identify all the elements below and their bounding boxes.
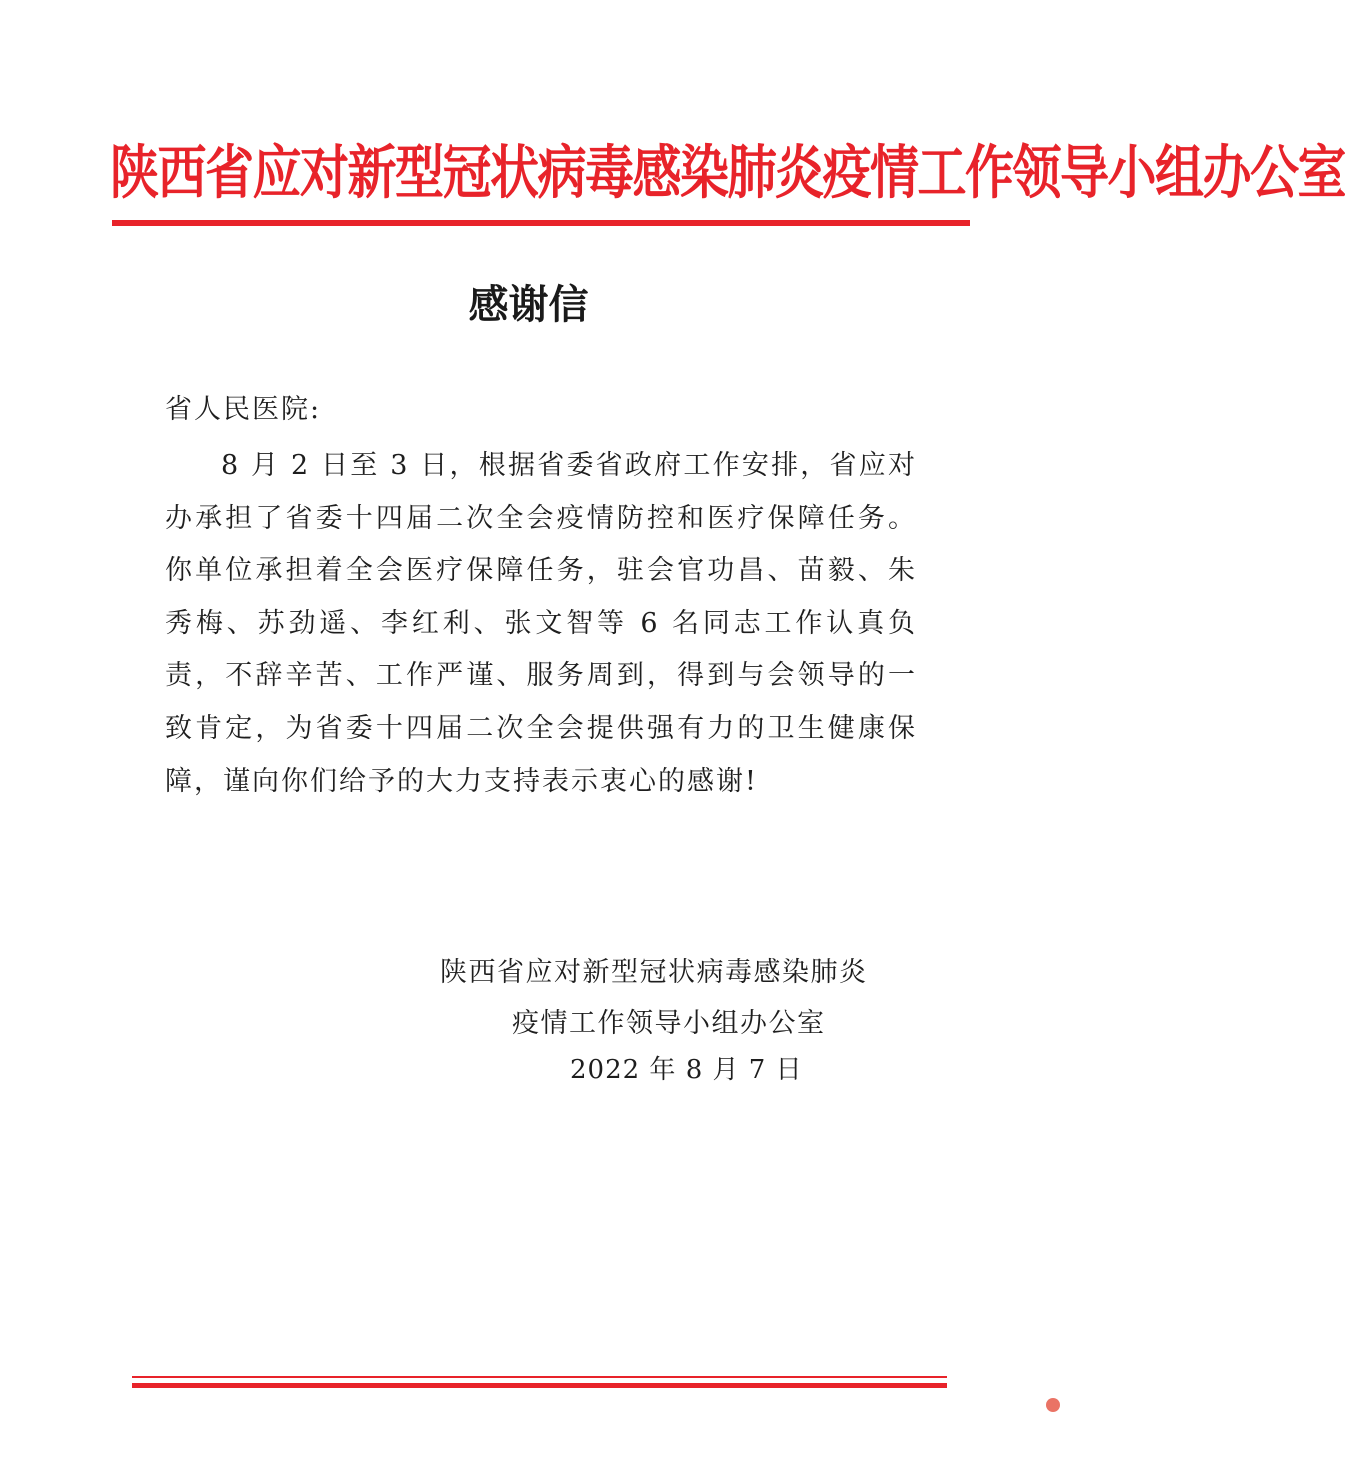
letter-body: 8 月 2 日至 3 日，根据省委省政府工作安排，省应对办承担了省委十四届二次全会疫情防控和医疗保障任务。你单位承担着全会医疗保障任务，驻会官功昌、苗毅、朱秀梅、苏劲遥、李红利、张文智等 6 名同志工作认真负责，不辞辛苦、工作严谨、服务周到，得到与会领导的一致肯定，为省委十四届二次全会提供强有力的卫生健康保障，谨向你们给予的大力支持表示衷心的感谢! [165, 450, 917, 797]
signature-block [440, 947, 920, 1049]
letter-title: 感谢信 [468, 281, 589, 328]
seal-edge-mark-icon [1046, 1398, 1060, 1412]
header-red-rule [112, 220, 970, 226]
signature-org-line-1: 陕西省应对新型冠状病毒感染肺炎 [440, 957, 868, 988]
signature-org-line-2: 疫情工作领导小组办公室 [512, 1008, 826, 1039]
signature-date: 2022 年 8 月 7 日 [570, 1055, 803, 1085]
footer-thick-rule [132, 1383, 947, 1388]
issuing-office-header: 陕西省应对新型冠状病毒感染肺炎疫情工作领导小组办公室 [110, 138, 1345, 207]
footer-thin-rule [132, 1376, 947, 1378]
salutation: 省人民医院: [165, 394, 322, 425]
